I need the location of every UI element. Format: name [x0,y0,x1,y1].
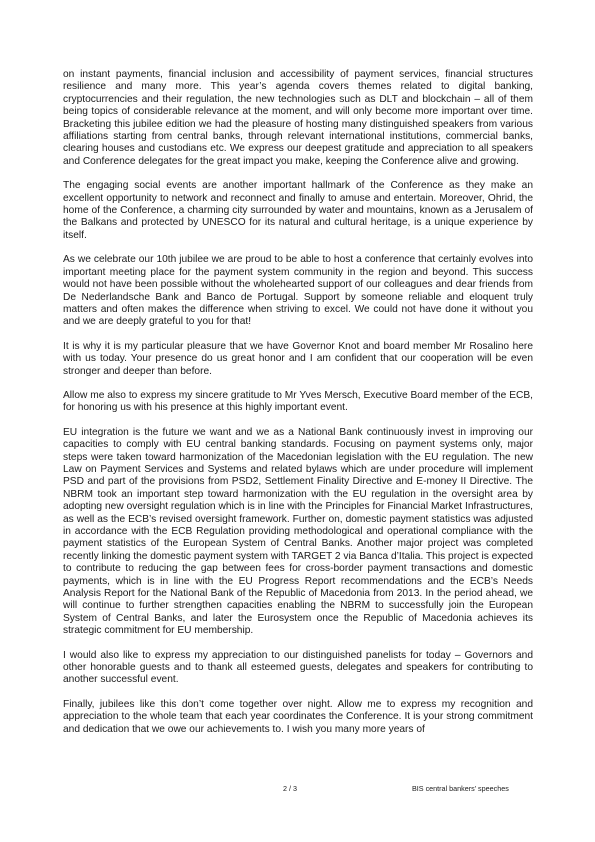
paragraph-agenda: on instant payments, financial inclusion and accessibility of payment services, financial structures resilience and many more. This year’s agenda covers themes related to digital banking, cryptocurrencies and their regulation, the new technologies such as DLT and blockchain – all of them being topics of considerable relevance at the moment, and will only become more important over time. Bracketing this jubilee edition we had the pleasure of hosting many distinguished speakers from various affiliations starting from central banks, through relevant international institutions, commercial banks, clearing houses and custodians etc. We express our deepest gratitude and appreciation to all speakers and Conference delegates for the great impact you make, keeping the Conference alive and growing. [63,69,533,167]
paragraph-eu-integration: EU integration is the future we want and we as a National Bank continuously invest in improving our capacities to comply with EU central banking standards. Focusing on payment systems only, major steps were taken toward harmonization of the Macedonian legislation with the EU regulation. The new Law on Payment Services and Systems and related bylaws which are under procedure will implement PSD and part of the provisions from PSD2, Settlement Finality Directive and E-money II Directive. The NBRM took an important step toward harmonization with the EU regulation in the oversight area by adopting new oversight regulation which is in line with the Principles for Financial Market Infrastructures, as well as the ECB’s revised oversight framework. Further on, domestic payment statistics was adjusted in accordance with the ECB Regulation providing methodological and operational compliance with the payment statistics of the European System of Central Banks. Another major project was completed recently linking the domestic payment system with TARGET 2 via Banca d’Italia. This project is expected to contribute to reducing the gap between fees for cross-border payment transactions and domestic payments, which is in line with the EU Progress Report recommendations and the ECB’s Needs Analysis Report for the National Bank of the Republic of Macedonia from 2013. In the period ahead, we will continue to further strengthen capacities enabling the NBRM to successfully join the European System of Central Banks, and later the Eurosystem once the Republic of Macedonia achieves its strategic commitment for EU membership. [63,426,533,637]
footer-source: BIS central bankers’ speeches [412,784,509,793]
paragraph-governor-knot: It is why it is my particular pleasure that we have Governor Knot and board member Mr Rosalino here with us today. Your presence do us great honor and I am confident that our cooperation will be even stronger and deeper than before. [63,340,533,377]
paragraph-jubilee: As we celebrate our 10th jubilee we are proud to be able to host a conference that certainly evolves into important meeting place for the payment system community in the region and beyond. This success would not have been possible without the wholehearted support of our colleagues and dear friends from De Nederlandsche Bank and Banco de Portugal. Support by someone reliable and eloquent truly matters and often makes the difference when striving to excel. We could not have done it without you and we are deeply grateful to you for that! [63,254,533,328]
page-footer [0,784,595,798]
paragraph-yves-mersch: Allow me also to express my sincere gratitude to Mr Yves Mersch, Executive Board member of the ECB, for honoring us with his presence at this highly important event. [63,389,533,414]
page-number: 2 / 3 [283,784,297,793]
paragraph-team-thanks: Finally, jubilees like this don’t come together over night. Allow me to express my recognition and appreciation to the whole team that each year coordinates the Conference. It is your strong commitment and dedication that we owe our achievements to. I wish you many more years of [63,698,533,735]
paragraph-panelists: I would also like to express my appreciation to our distinguished panelists for today – Governors and other honorable guests and to thank all esteemed guests, delegates and speakers for contributing to another successful event. [63,649,533,686]
speech-body [63,69,533,748]
paragraph-social-events: The engaging social events are another important hallmark of the Conference as they make an excellent opportunity to network and reconnect and finally to amuse and entertain. Moreover, Ohrid, the home of the Conference, a charming city surrounded by water and mountains, known as a Jerusalem of the Balkans and protected by UNESCO for its natural and cultural heritage, is a unique experience by itself. [63,180,533,241]
